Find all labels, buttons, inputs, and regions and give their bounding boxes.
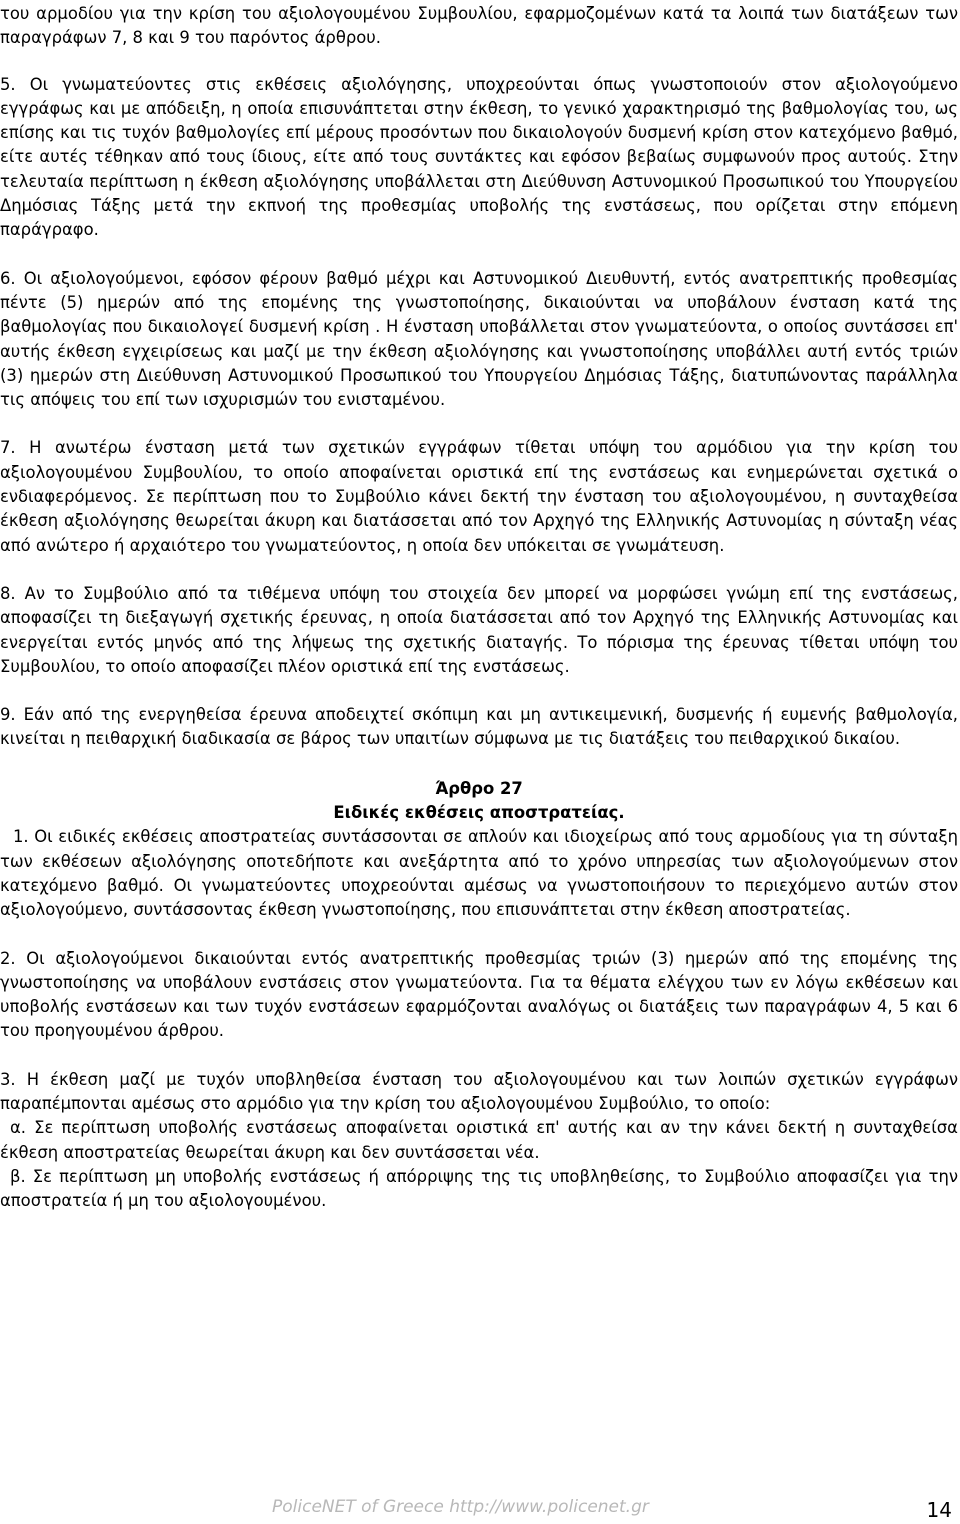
page-footer: [0, 1494, 960, 1524]
paragraph-7: 7. Η ανωτέρω ένσταση μετά των σχετικών εγγράφων τίθεται υπόψη του αρμόδιου για την κρίση του αξιολογουμένου Συμβουλίου, το οποίο αποφαίνεται οριστικά επί της ενστάσεως και ενημερώνεται σχετικά ο ενδιαφερόμενος. Σε περίπτωση που το Συμβούλιο κάνει δεκτή την ένσταση του αξιολογουμένου, η συνταχθείσα έκθεση αξιολόγησης θεωρείται άκυρη και διατάσσεται από τον Αρχηγό της Ελληνικής Αστυνομίας η σύνταξη νέας από ανώτερο ή αρχαιότερο του γνωματεύοντος, η οποία δεν υπόκειται σε γνωμάτευση.: [0, 438, 958, 555]
article-paragraph-3a: α. Σε περίπτωση υποβολής ενστάσεως αποφαίνεται οριστικά επ' αυτής και αν την κάνει δεκτή η συνταχθείσα έκθεση αποστρατείας θεωρείται άκυρη και δεν συντάσσεται νέα.: [0, 1118, 958, 1162]
paragraph-5: 5. Οι γνωματεύοντες στις εκθέσεις αξιολόγησης, υποχρεούνται όπως γνωστοποιούν στον αξιολογούμενο εγγράφως και με απόδειξη, η οποία επισυνάπτεται στην έκθεση, το γενικό χαρακτηρισμό της βαθμολογίας του, ως επίσης και τις τυχόν βαθμολογίες επί μέρους προσόντων που δικαιολογούν δυσμενή κρίση στον κατεχόμενο βαθμό, είτε αυτές τέθηκαν από τους ίδιους, είτε από τους συντάκτες και εφόσον βεβαίως συμφωνούν προς αυτούς. Στην τελευταία περίπτωση η έκθεση αξιολόγησης υποβάλλεται στη Διεύθυνση Αστυνομικού Προσωπικού του Υπουργείου Δημόσιας Τάξης μετά την εκπνοή της προθεσμίας υποβολής της ενστάσεως, που ορίζεται στην επόμενη παράγραφο.: [0, 74, 958, 240]
paragraph-6: 6. Οι αξιολογούμενοι, εφόσον φέρουν βαθμό μέχρι και Αστυνομικού Διευθυντή, εντός ανατρεπτικής προθεσμίας πέντε (5) ημερών από της επομένης της γνωστοποίησης, δικαιούνται να υποβάλουν ένσταση κατά της βαθμολογίας που δικαιολογεί δυσμενή κρίση . Η ένσταση υποβάλλεται στον γνωματεύοντα, ο οποίος συντάσσει επ' αυτής έκθεση εγχειρίσεως και μαζί με την έκθεση αξιολόγησης και γνωστοποίησης υποβάλλει αυτή εντός τριών (3) ημερών στη Διεύθυνση Αστυνομικού Προσωπικού του Υπουργείου Δημόσιας Τάξης, διατυπώνοντας παράλληλα τις απόψεις του επί των ισχυρισμών του ενισταμένου.: [0, 268, 958, 410]
paragraph-intro: του αρμοδίου για την κρίση του αξιολογουμένου Συμβουλίου, εφαρμοζομένων κατά τα λοιπά των διατάξεων των παραγράφων 7, 8 και 9 του παρόντος άρθρου.: [0, 4, 958, 48]
footer-site-link[interactable]: PoliceNET of Greece http://www.policenet.gr: [272, 1497, 649, 1517]
page-number: 14: [926, 1498, 952, 1522]
article-title: Ειδικές εκθέσεις αποστρατείας.: [333, 803, 625, 823]
paragraph-8: 8. Αν το Συμβούλιο από τα τιθέμενα υπόψη του στοιχεία δεν μπορεί να μορφώσει γνώμη επί της ενστάσεως, αποφασίζει τη διεξαγωγή σχετικής έρευνας, η οποία διατάσσεται από τον Αρχηγό της Ελληνικής Αστυνομίας και ενεργείται εντός μηνός από της λήψεως της σχετικής διαταγής. Το πόρισμα της έρευνας τίθεται υπόψη του Συμβουλίου, το οποίο αποφασίζει πλέον οριστικά επί της ενστάσεως.: [0, 583, 958, 676]
article-number: Άρθρο 27: [435, 778, 523, 798]
article-paragraph-3: 3. Η έκθεση μαζί με τυχόν υποβληθείσα ένσταση του αξιολογουμένου και των λοιπών σχετικών εγγράφων παραπέμπονται αμέσως στο αρμόδιο για την κρίση του αξιολογουμένου Συμβούλιο, το οποίο:: [0, 1069, 958, 1113]
article-paragraph-2: 2. Οι αξιολογούμενοι δικαιούνται εντός ανατρεπτικής προθεσμίας τριών (3) ημερών από της επομένης της γνωστοποίησης να υποβάλουν ενστάσεις στον γνωματεύοντα. Για τα θέματα ελέγχου των εν λόγω εκθέσεων και υποβολής ενστάσεων και των τυχόν ενστάσεων εφαρμόζονται αναλόγως οι διατάξεις των παραγράφων 4, 5 και 6 του προηγουμένου άρθρου.: [0, 948, 958, 1041]
article-paragraph-3b: β. Σε περίπτωση μη υποβολής ενστάσεως ή απόρριψης της τις υποβληθείσης, το Συμβούλιο αποφασίζει για την αποστρατεία ή μη του αξιολογουμένου.: [0, 1166, 958, 1211]
paragraph-9: 9. Εάν από της ενεργηθείσα έρευνα αποδειχτεί σκόπιμη και μη αντικειμενική, δυσμενής ή ευμενής βαθμολογία, κινείται η πειθαρχική διαδικασία σε βάρος των υπαιτίων σύμφωνα με τις διατάξεις του πειθαρχικού δικαίου.: [0, 705, 958, 749]
article-paragraph-1: 1. Οι ειδικές εκθέσεις αποστρατείας συντάσσονται σε απλούν και ιδιοχείρως από τους αρμοδίους για τη σύνταξη των εκθέσεων αξιολόγησης οποτεδήποτε και ανεξάρτητα από το χρόνο υπηρεσίας των αξιολογούμενων στον κατεχόμενο βαθμό. Οι γνωματεύοντες υποχρεούνται αμέσως να γνωστοποιήσουν το περιεχόμενο αυτών στον αξιολογούμενο, συντάσσοντας έκθεση γνωστοποίησης, που επισυνάπτεται στην έκθεση αποστρατείας.: [0, 827, 958, 920]
